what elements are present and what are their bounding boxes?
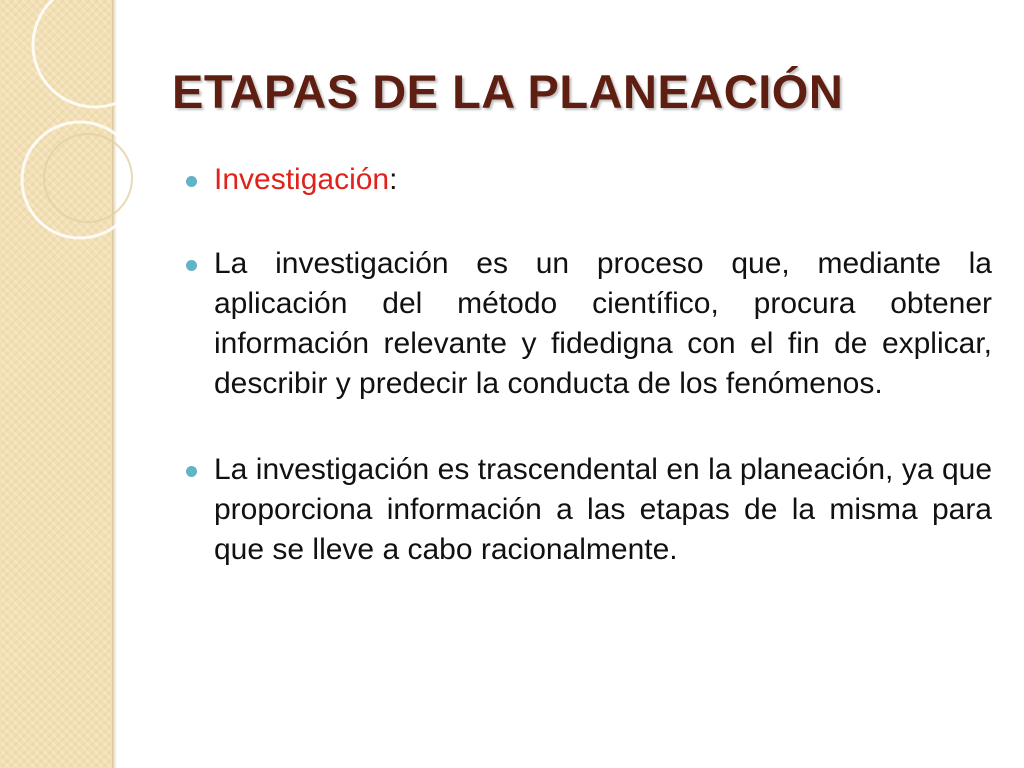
bullet-heading-suffix: : xyxy=(389,163,398,196)
list-item xyxy=(186,244,992,404)
list-item xyxy=(186,160,992,200)
bullet-icon xyxy=(186,176,197,187)
bullet-icon xyxy=(186,466,197,477)
band-edge xyxy=(112,0,117,768)
bullet-text: La investigación es un proceso que, mediante la aplicación del método científico, procura obtener información relevante y fidedigna con el fin de explicar, describir y predecir la conducta de los fenómenos. xyxy=(214,247,992,400)
bullet-heading: Investigación xyxy=(214,163,390,196)
bullet-text: La investigación es trascendental en la planeación, ya que proporciona información a las etapas de la misma para que se lleve a cabo racionalmente. xyxy=(214,453,992,566)
decorative-side-band xyxy=(0,0,112,768)
list-item xyxy=(186,450,992,570)
bullet-list xyxy=(186,160,992,570)
slide-title: ETAPAS DE LA PLANEACIÓN xyxy=(172,65,844,118)
bullet-icon xyxy=(186,260,197,271)
